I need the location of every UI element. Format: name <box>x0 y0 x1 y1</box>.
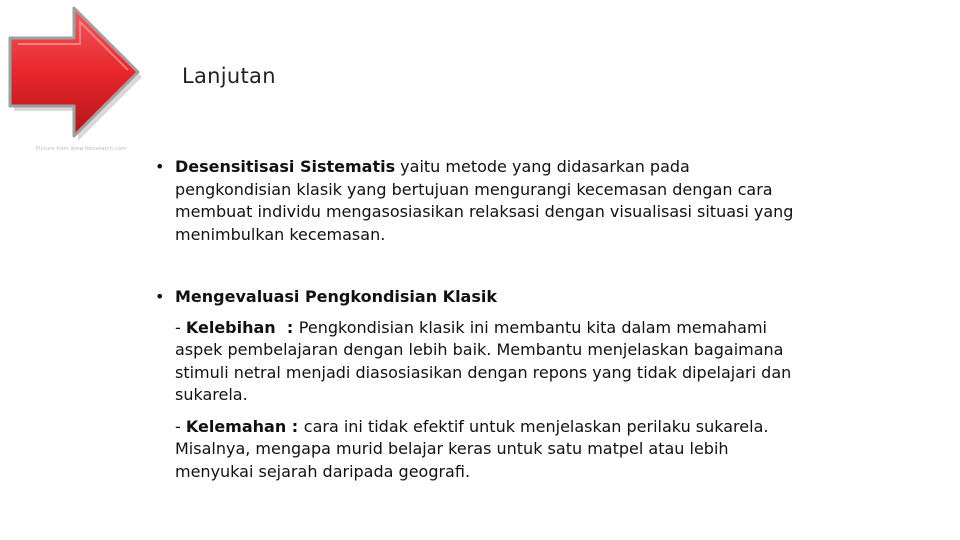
bullet-term: Desensitisasi Sistematis <box>175 157 396 176</box>
bullet-term: Mengevaluasi Pengkondisian Klasik <box>175 287 497 306</box>
subitem-kelemahan <box>155 416 795 484</box>
subitem-separator: : <box>286 416 304 436</box>
subitem-text: cara ini tidak efektif untuk menjelaskan perilaku sukarela. Misalnya, mengapa murid belajar keras untuk satu matpel atau lebih menyukai sejarah daripada geografi. <box>175 416 769 481</box>
bullet-mengevaluasi <box>155 286 795 309</box>
bullet-dot: • <box>155 157 165 176</box>
subitem-kelebihan <box>155 317 795 407</box>
bullet-desensitisasi <box>155 156 795 246</box>
subitem-term: Kelebihan <box>185 317 276 337</box>
subitem-text: Pengkondisian klasik ini membantu kita dalam memahami aspek pembelajaran dengan lebih baik. Membantu menjelaskan bagaimana stimuli netral menjadi diasosiasikan dengan repons yang tidak dipelajari dan sukarela. <box>175 317 792 404</box>
bullet-dot: • <box>155 287 165 306</box>
subitem-prefix: - <box>175 317 186 337</box>
page-title: Lanjutan <box>182 64 276 88</box>
subitem-term: Kelemahan <box>185 416 287 436</box>
watermark-text: Picture from www.fotosearch.com <box>36 146 127 152</box>
subitem-prefix: - <box>175 416 186 436</box>
bullet-text: yaitu metode yang didasarkan pada pengkondisian klasik yang bertujuan mengurangi kecemasan dengan cara membuat individu mengasosiasikan relaksasi dengan visualisasi situasi yang menimbulkan kecemasan. <box>175 157 794 244</box>
subitem-separator: : <box>275 317 299 337</box>
red-right-arrow-icon <box>4 4 146 146</box>
slide-content <box>155 156 795 483</box>
